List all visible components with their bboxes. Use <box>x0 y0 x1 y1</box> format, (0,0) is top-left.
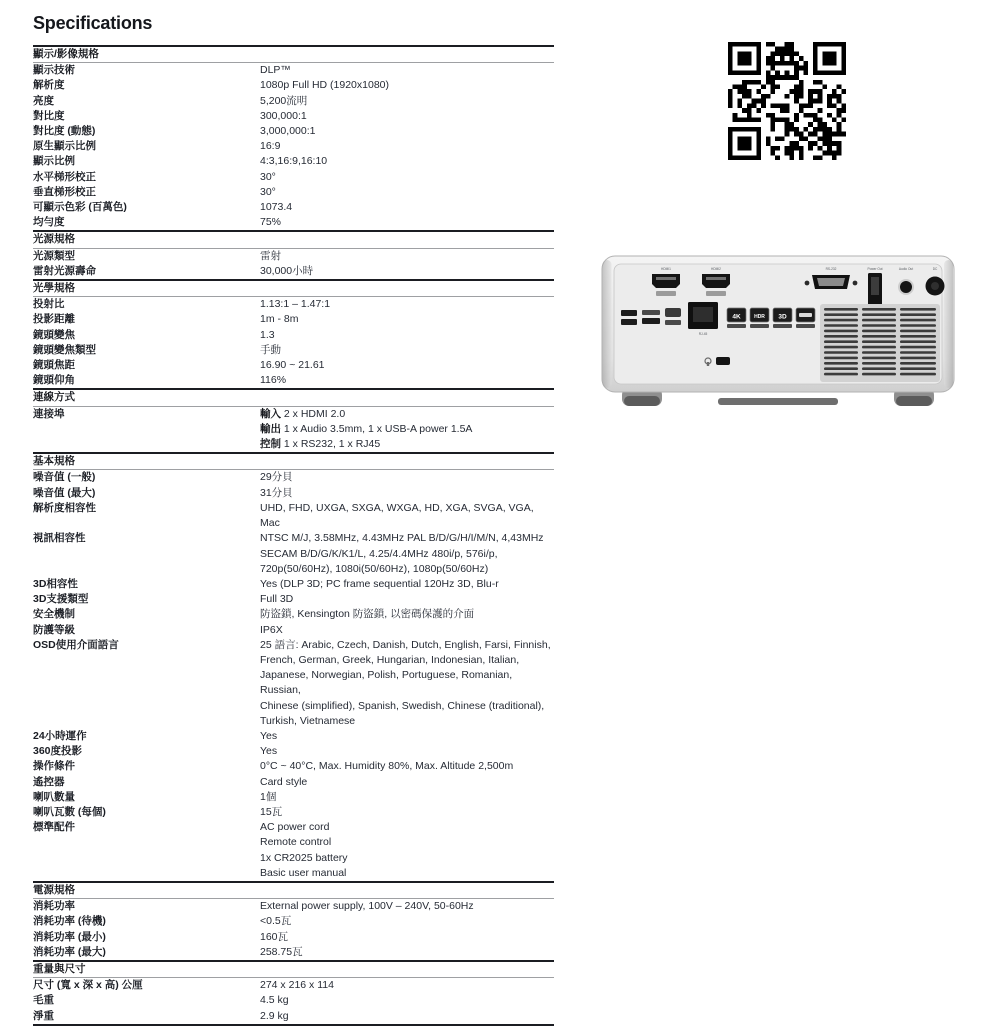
spec-row <box>33 531 554 577</box>
spec-value <box>260 820 554 881</box>
spec-value-line: Chinese (simplified), Spanish, Swedish, Chinese (traditional), <box>260 699 545 712</box>
spec-row <box>33 154 554 169</box>
spec-label: 投影距離 <box>33 313 75 326</box>
spec-value-line: DLP™ <box>260 64 291 77</box>
section-header: 光學規格 <box>33 281 554 297</box>
spec-label: 喇叭瓦數 (每個) <box>33 805 106 818</box>
spec-value <box>260 264 554 279</box>
svg-text:RS-232: RS-232 <box>825 267 837 271</box>
spec-row <box>33 297 554 312</box>
spec-section <box>33 452 554 881</box>
spec-value-line: UHD, FHD, UXGA, SXGA, WXGA, HD, XGA, SVGA, VGA, Mac <box>260 501 534 530</box>
spec-label: 消耗功率 (最大) <box>33 945 106 958</box>
spec-label: 投射比 <box>33 298 65 311</box>
spec-value <box>260 124 554 139</box>
spec-value-line: SECAM B/D/G/K/K1/L, 4.25/4.4MHz 480i/p, 576i/p, <box>260 547 498 560</box>
spec-row <box>33 945 554 960</box>
projector-rear-image <box>588 250 970 425</box>
spec-value-line: 720p(50/60Hz), 1080i(50/60Hz), 1080p(50/60Hz) <box>260 562 489 575</box>
usb-power-out-port-icon <box>867 267 882 310</box>
spec-label: 鏡頭變焦 <box>33 328 75 341</box>
spec-value <box>260 78 554 93</box>
spec-value-line: 29分貝 <box>260 471 293 484</box>
spec-value <box>260 486 554 501</box>
spec-row <box>33 78 554 93</box>
section-header: 基本規格 <box>33 454 554 470</box>
spec-label: 消耗功率 (最小) <box>33 930 106 943</box>
spec-row <box>33 775 554 790</box>
spec-value-line: 控制 1 x RS232, 1 x RJ45 <box>260 438 381 451</box>
spec-value-line: 1073.4 <box>260 201 293 214</box>
spec-value <box>260 94 554 109</box>
spec-value <box>260 930 554 945</box>
spec-value-line: 258.75瓦 <box>260 945 303 958</box>
spec-row <box>33 185 554 200</box>
spec-value-line: 手動 <box>260 343 281 356</box>
spec-value <box>260 407 554 453</box>
spec-row <box>33 170 554 185</box>
spec-value <box>260 531 554 577</box>
spec-value-line: External power supply, 100V – 240V, 50-60Hz <box>260 900 474 913</box>
spec-value <box>260 185 554 200</box>
spec-row <box>33 343 554 358</box>
spec-row <box>33 215 554 230</box>
spec-label: 喇叭數量 <box>33 790 75 803</box>
spec-value-line: 1個 <box>260 790 277 803</box>
spec-value-line: 30° <box>260 170 276 183</box>
svg-text:HDMI1: HDMI1 <box>661 267 671 271</box>
page-title: Specifications <box>33 13 153 33</box>
spec-value <box>260 607 554 622</box>
spec-value <box>260 805 554 820</box>
spec-label: 垂直梯形校正 <box>33 185 96 198</box>
spec-value-line: 1x CR2025 battery <box>260 851 348 864</box>
spec-value-line: 30° <box>260 185 276 198</box>
spec-value <box>260 914 554 929</box>
spec-label: 3D相容性 <box>33 577 78 590</box>
spec-label: 安全機制 <box>33 608 75 621</box>
spec-value <box>260 109 554 124</box>
spec-value <box>260 470 554 485</box>
spec-value <box>260 139 554 154</box>
spec-row <box>33 899 554 914</box>
section-header: 顯示/影像規格 <box>33 47 554 63</box>
spec-value-line: 1m - 8m <box>260 313 299 326</box>
spec-value-line: Full 3D <box>260 593 294 606</box>
spec-value <box>260 154 554 169</box>
spec-row <box>33 978 554 993</box>
spec-value <box>260 978 554 993</box>
spec-value <box>260 200 554 215</box>
spec-value-line: 116% <box>260 374 287 387</box>
spec-row <box>33 638 554 729</box>
spec-section <box>33 279 554 388</box>
spec-row <box>33 577 554 592</box>
spec-label: 光源類型 <box>33 249 75 262</box>
spec-value-line: Japanese, Norwegian, Polish, Portuguese, Romanian, Russian, <box>260 669 513 697</box>
spec-value <box>260 759 554 774</box>
spec-label: 均勻度 <box>33 216 65 229</box>
spec-value-line: IP6X <box>260 623 283 636</box>
spec-value <box>260 328 554 343</box>
spec-value <box>260 592 554 607</box>
spec-section <box>33 388 554 452</box>
spec-value <box>260 790 554 805</box>
spec-label: 噪音值 (最大) <box>33 486 96 499</box>
spec-row <box>33 264 554 279</box>
section-header: 光源規格 <box>33 232 554 248</box>
spec-row <box>33 501 554 531</box>
spec-row <box>33 312 554 327</box>
spec-row <box>33 139 554 154</box>
spec-value-line: 4.5 kg <box>260 994 289 1007</box>
spec-label: 顯示比例 <box>33 155 75 168</box>
spec-label: 消耗功率 <box>33 900 75 913</box>
badge-blank-icon <box>796 308 815 328</box>
spec-label: 可顯示色彩 (百萬色) <box>33 201 127 214</box>
spec-value <box>260 623 554 638</box>
svg-text:3D: 3D <box>778 313 787 321</box>
spec-row <box>33 358 554 373</box>
spec-row <box>33 373 554 388</box>
spec-value <box>260 945 554 960</box>
spec-value-line: NTSC M/J, 3.58MHz, 4.43MHz PAL B/D/G/H/I/M/N, 4,43MHz <box>260 532 544 545</box>
spec-value-line: Card style <box>260 775 308 788</box>
spec-value-line: 5,200流明 <box>260 94 308 107</box>
spec-value-line: 2.9 kg <box>260 1009 289 1022</box>
projector-svg <box>588 250 970 425</box>
spec-value <box>260 343 554 358</box>
svg-text:Audio Out: Audio Out <box>898 267 914 271</box>
spec-value-line: 15瓦 <box>260 805 283 818</box>
spec-row <box>33 470 554 485</box>
spec-label: 水平梯形校正 <box>33 170 96 183</box>
spec-label: 3D支援類型 <box>33 593 89 606</box>
spec-section <box>33 230 554 279</box>
spec-label: 消耗功率 (待機) <box>33 915 106 928</box>
spec-label: 標準配件 <box>33 821 75 834</box>
spec-label: 顯示技術 <box>33 64 75 77</box>
spec-value-line: French, German, Greek, Hungarian, Indonesian, Italian, <box>260 653 520 666</box>
spec-value-line: 31分貝 <box>260 486 293 499</box>
spec-row <box>33 759 554 774</box>
spec-label: 遙控器 <box>33 775 65 788</box>
spec-row <box>33 486 554 501</box>
spec-row <box>33 993 554 1008</box>
spec-label: 毛重 <box>33 994 54 1007</box>
spec-row <box>33 820 554 881</box>
spec-label: 24小時運作 <box>33 729 87 742</box>
spec-row <box>33 200 554 215</box>
badge-4k-icon <box>727 308 746 328</box>
spec-row <box>33 63 554 78</box>
spec-value-line: Yes <box>260 729 278 742</box>
spec-label: 解析度相容性 <box>33 501 96 514</box>
spec-value-line: 0°C ~ 40°C, Max. Humidity 80%, Max. Altitude 2,500m <box>260 760 514 773</box>
spec-row <box>33 790 554 805</box>
spec-value <box>260 501 554 531</box>
spec-row <box>33 914 554 929</box>
spec-row <box>33 744 554 759</box>
spec-label: 操作條件 <box>33 760 75 773</box>
spec-label: 視訊相容性 <box>33 532 86 545</box>
spec-value-line: 防盜鎖, Kensington 防盜鎖, 以密碼保護的介面 <box>260 608 475 621</box>
qr-code-image <box>728 42 846 160</box>
section-header: 重量與尺寸 <box>33 962 554 978</box>
svg-text:HDR: HDR <box>754 314 765 320</box>
spec-label: 鏡頭焦距 <box>33 359 75 372</box>
spec-label: OSD使用介面語言 <box>33 638 119 651</box>
spec-label: 360度投影 <box>33 745 83 758</box>
spec-value <box>260 993 554 1008</box>
spec-section <box>33 45 554 230</box>
qr-code <box>728 42 846 160</box>
svg-text:4K: 4K <box>732 313 741 321</box>
spec-value <box>260 899 554 914</box>
spec-value <box>260 358 554 373</box>
spec-label: 淨重 <box>33 1009 54 1022</box>
svg-text:HDMI2: HDMI2 <box>711 267 721 271</box>
spec-row <box>33 328 554 343</box>
spec-value <box>260 577 554 592</box>
spec-value-line: 16:9 <box>260 140 281 153</box>
spec-value-line: 30,000小時 <box>260 264 314 277</box>
spec-value-line: 75% <box>260 216 282 229</box>
spec-row <box>33 124 554 139</box>
spec-value-line: Turkish, Vietnamese <box>260 714 356 727</box>
spec-value <box>260 373 554 388</box>
spec-value <box>260 249 554 264</box>
spec-value-line: 輸入 2 x HDMI 2.0 <box>260 407 346 420</box>
ventilation-grille-icon <box>820 304 940 382</box>
spec-value <box>260 775 554 790</box>
spec-value-line: 16.90 ~ 21.61 <box>260 359 325 372</box>
badge-3d-icon <box>773 308 792 328</box>
spec-value-line: 160瓦 <box>260 930 289 943</box>
spec-value-line: 1.13:1 – 1.47:1 <box>260 298 331 311</box>
spec-value <box>260 170 554 185</box>
spec-label: 尺寸 (寬 x 深 x 高) 公厘 <box>33 979 143 992</box>
spec-section <box>33 881 554 960</box>
spec-value-line: 3,000,000:1 <box>260 125 316 138</box>
spec-value-line: Remote control <box>260 836 332 849</box>
spec-row <box>33 1009 554 1024</box>
spec-value-line: 1.3 <box>260 328 275 341</box>
spec-row <box>33 109 554 124</box>
spec-label: 雷射光源壽命 <box>33 264 96 277</box>
spec-row <box>33 94 554 109</box>
spec-value-line: 雷射 <box>260 249 281 262</box>
svg-text:Power Out: Power Out <box>867 267 883 271</box>
svg-text:DC: DC <box>932 267 938 271</box>
spec-value-line: Yes (DLP 3D; PC frame sequential 120Hz 3D, Blu-r <box>260 577 499 590</box>
svg-text:RJ-45: RJ-45 <box>698 332 708 336</box>
spec-value <box>260 297 554 312</box>
section-header: 電源規格 <box>33 883 554 899</box>
spec-value-line: 300,000:1 <box>260 109 307 122</box>
spec-value-line: AC power cord <box>260 821 330 834</box>
spec-label: 噪音值 (一般) <box>33 471 96 484</box>
spec-value-line: Basic user manual <box>260 866 347 879</box>
spec-row <box>33 930 554 945</box>
badge-hdr-icon <box>750 308 769 328</box>
spec-row <box>33 407 554 453</box>
spec-label: 防護等級 <box>33 623 75 636</box>
spec-label: 鏡頭變焦類型 <box>33 343 96 356</box>
spec-row <box>33 592 554 607</box>
spec-label: 解析度 <box>33 79 65 92</box>
spec-value-line: <0.5瓦 <box>260 915 292 928</box>
spec-value <box>260 312 554 327</box>
spec-value <box>260 744 554 759</box>
spec-value-line: Yes <box>260 745 278 758</box>
spec-label: 連接埠 <box>33 407 65 420</box>
spec-value <box>260 63 554 78</box>
spec-label: 原生顯示比例 <box>33 140 96 153</box>
spec-value-line: 4:3,16:9,16:10 <box>260 155 328 168</box>
spec-label: 亮度 <box>33 94 54 107</box>
spec-value-line: 輸出 1 x Audio 3.5mm, 1 x USB-A power 1.5A <box>260 422 473 435</box>
spec-value <box>260 215 554 230</box>
spec-value-line: 25 語言: Arabic, Czech, Danish, Dutch, English, Farsi, Finnish, <box>260 638 551 651</box>
spec-value-line: 274 x 216 x 114 <box>260 979 334 992</box>
spec-row <box>33 249 554 264</box>
section-header: 連線方式 <box>33 390 554 406</box>
spec-label: 鏡頭仰角 <box>33 374 75 387</box>
spec-value-line: 1080p Full HD (1920x1080) <box>260 79 389 92</box>
spec-row <box>33 805 554 820</box>
spec-value <box>260 638 554 729</box>
spec-row <box>33 607 554 622</box>
spec-label: 對比度 <box>33 109 65 122</box>
spec-label: 對比度 (動態) <box>33 125 96 138</box>
spec-value <box>260 1009 554 1024</box>
spec-row <box>33 729 554 744</box>
spec-section <box>33 960 554 1024</box>
spec-value <box>260 729 554 744</box>
spec-row <box>33 623 554 638</box>
spec-table <box>33 45 554 1026</box>
